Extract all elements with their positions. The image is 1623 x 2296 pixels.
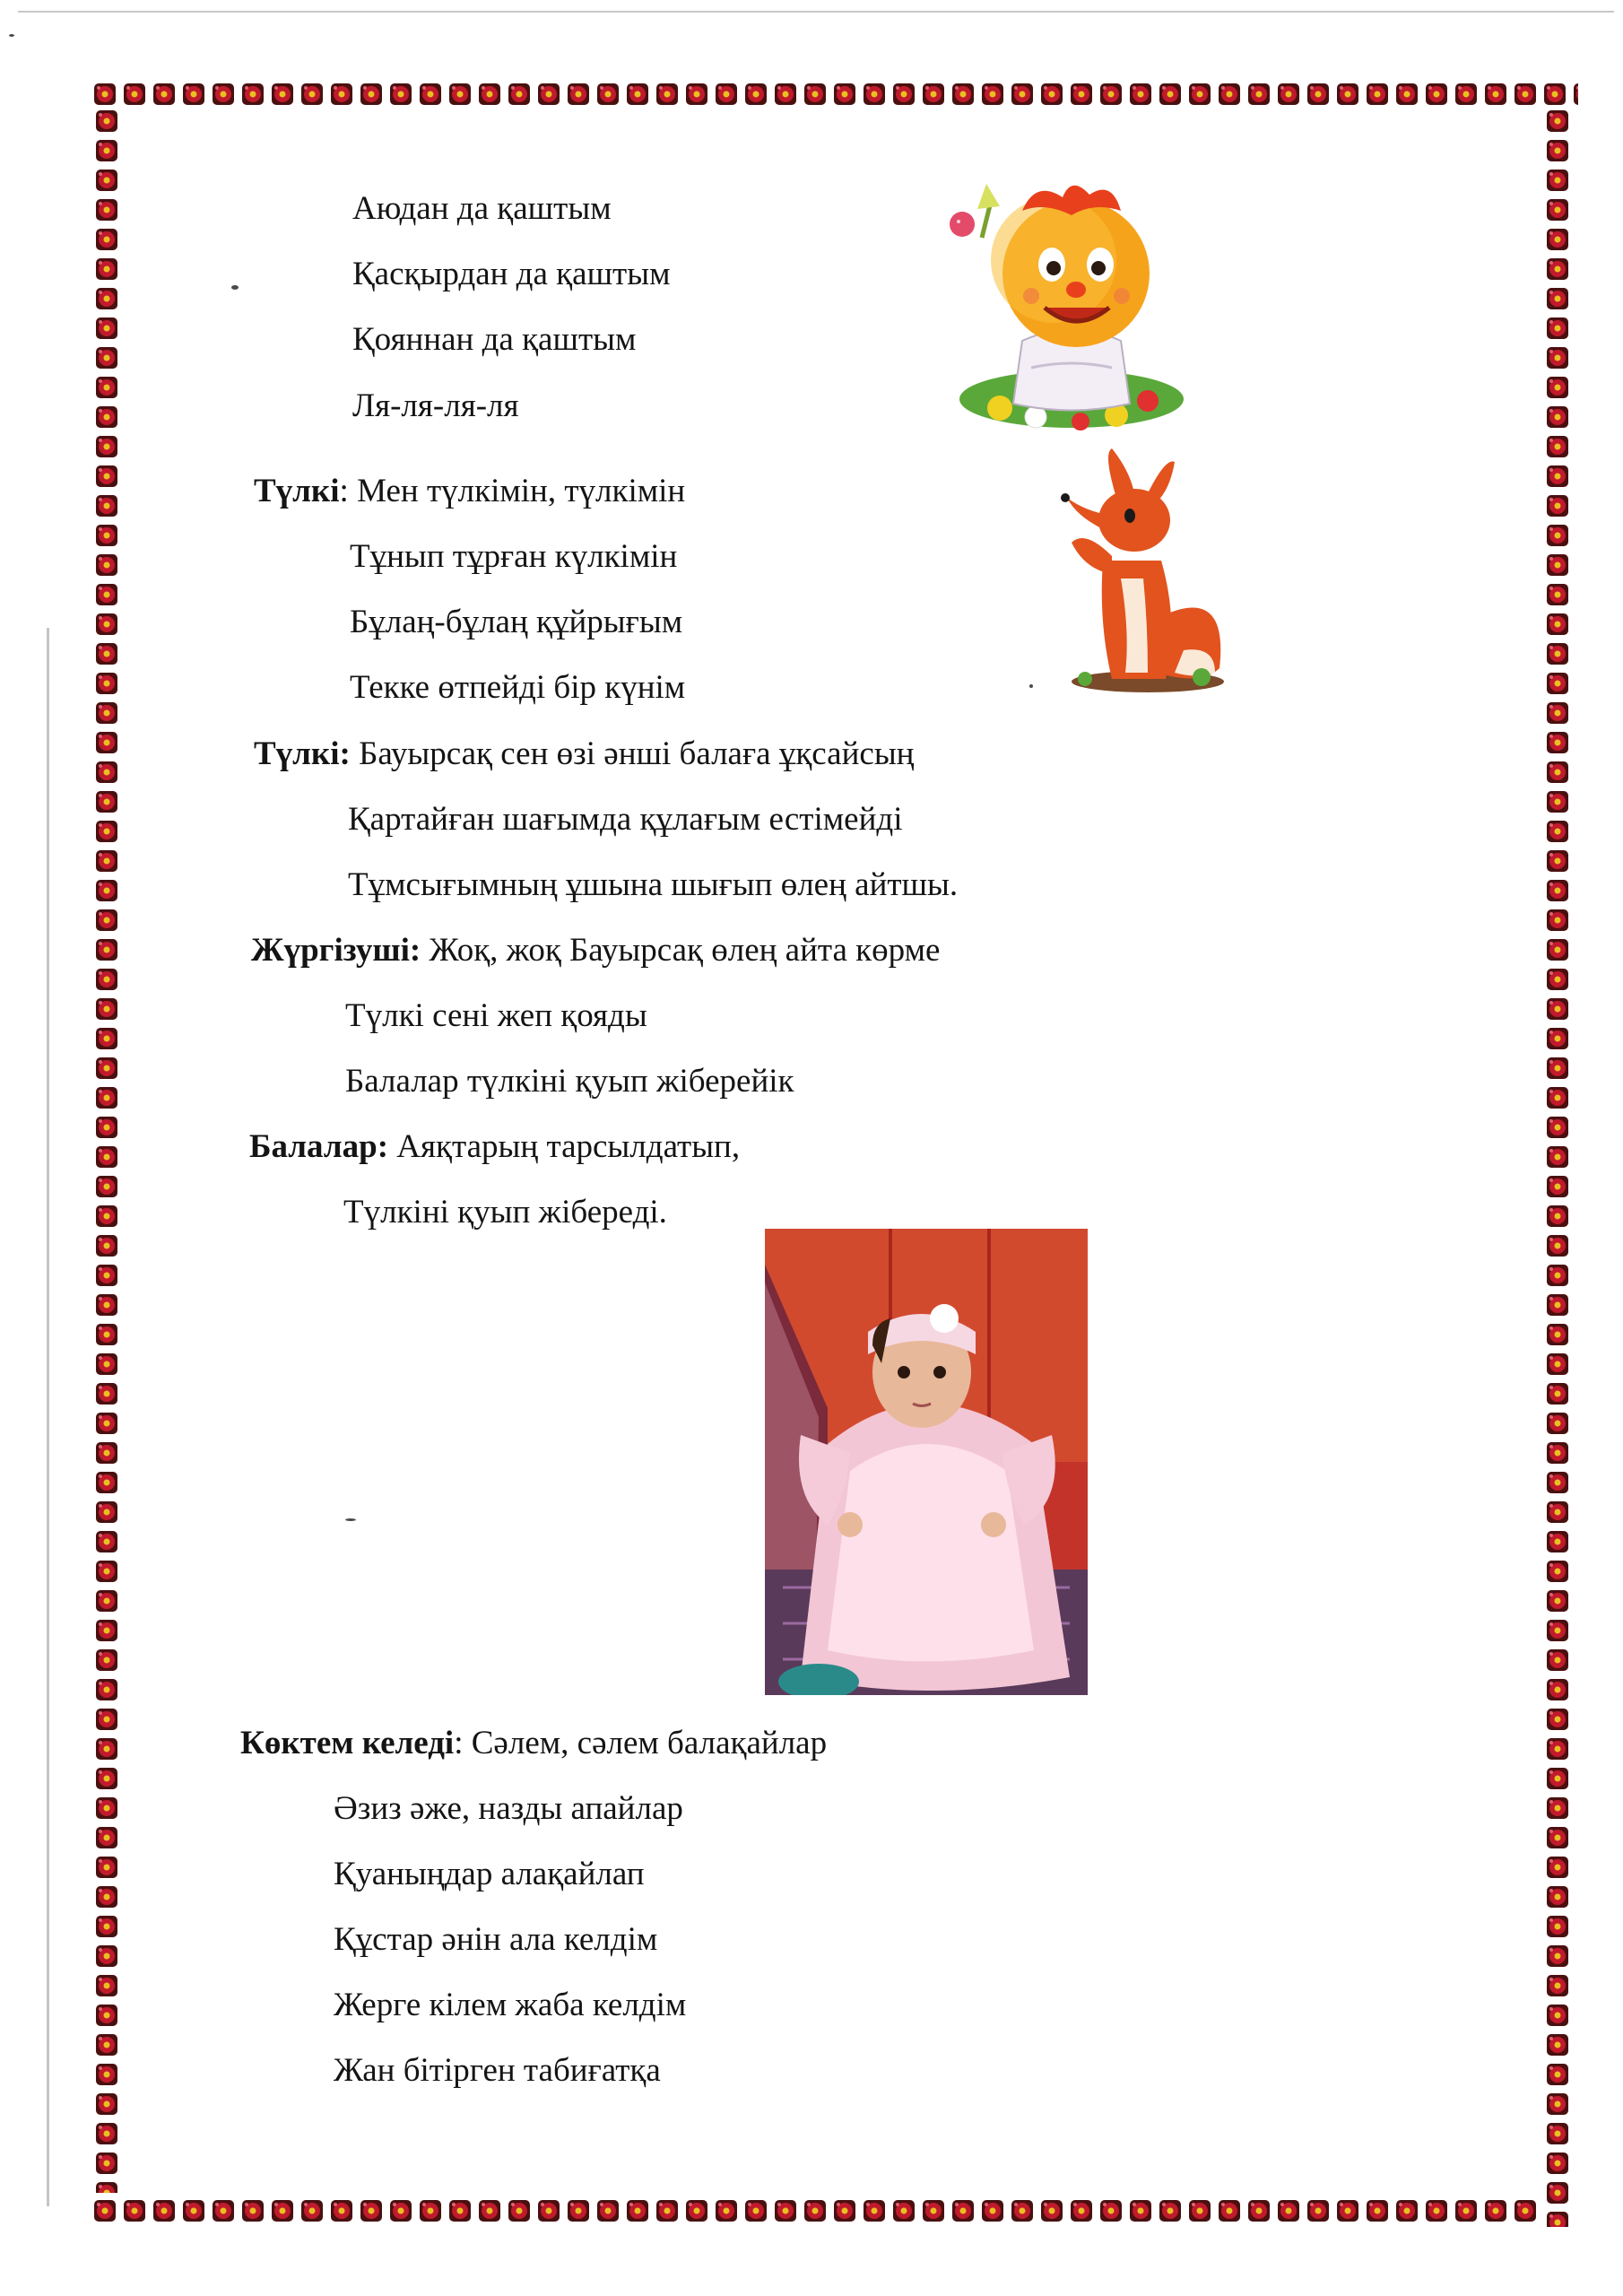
verse-line: Балалар түлкіні қуып жіберейік	[345, 1063, 794, 1100]
dialogue-line	[240, 1726, 827, 1760]
verse-line: Ля-ля-ля-ля	[352, 387, 519, 424]
verse-line: Жерге кілем жаба келдім	[334, 1987, 687, 2023]
verse-line: Құстар әнін ала келдім	[334, 1921, 658, 1958]
flower-border-right	[1541, 76, 1575, 2227]
fox-illustration	[1049, 444, 1228, 695]
dialogue-text: Бауырсақ сен өзі әнші балаға ұқсайсың	[350, 735, 915, 772]
dialogue-text: Жоқ, жоқ Бауырсақ өлең айта көрме	[421, 932, 941, 969]
verse-line: Тұмсығымның ұшына шығып өлең айтшы.	[348, 866, 959, 903]
speaker-name: Түлкі	[254, 473, 340, 509]
scan-speck	[231, 285, 239, 290]
verse-line: Қасқырдан да қаштым	[352, 256, 671, 292]
dialogue-line	[254, 737, 914, 770]
scan-speck	[1029, 684, 1033, 688]
scan-speck	[345, 1518, 356, 1521]
speaker-name: Көктем келеді	[240, 1725, 455, 1761]
verse-line: Жан бітірген табиғатқа	[334, 2052, 661, 2089]
scan-margin-shadow	[47, 628, 49, 2206]
kolobok-illustration	[937, 175, 1193, 439]
flower-border-top	[90, 76, 1578, 110]
verse-line: Бұлаң-бұлаң құйрығым	[350, 604, 683, 640]
speaker-name: Балалар:	[249, 1128, 389, 1165]
verse-line: Түлкіні қуып жібереді.	[343, 1194, 667, 1231]
flower-border-bottom	[90, 2193, 1542, 2227]
dialogue-text: : Мен түлкімін, түлкімін	[339, 473, 686, 509]
verse-line: Қартайған шағымда құлағым естімейді	[348, 801, 903, 838]
verse-line: Тұнып тұрған күлкімін	[350, 538, 678, 575]
dialogue-line	[251, 934, 940, 967]
speaker-name: Түлкі:	[254, 735, 351, 772]
verse-line: Қуаныңдар алақайлап	[334, 1856, 645, 1892]
scan-edge-line	[18, 11, 1614, 13]
dialogue-text: : Сәлем, сәлем балақайлар	[454, 1725, 828, 1761]
flower-border-left	[90, 76, 124, 2227]
child-photo	[765, 1229, 1088, 1695]
verse-line: Түлкі сені жеп қояды	[345, 997, 647, 1034]
dialogue-line	[249, 1130, 740, 1163]
scan-speck	[9, 34, 14, 37]
verse-line: Аюдан да қаштым	[352, 190, 612, 227]
dialogue-text: Аяқтарың тарсылдатып,	[388, 1128, 741, 1165]
verse-line: Текке өтпейді бір күнім	[350, 669, 686, 706]
dialogue-line	[254, 474, 685, 508]
speaker-name: Жүргізуші:	[251, 932, 421, 969]
verse-line: Әзиз әже, назды апайлар	[334, 1790, 683, 1827]
verse-line: Қояннан да қаштым	[352, 321, 637, 358]
